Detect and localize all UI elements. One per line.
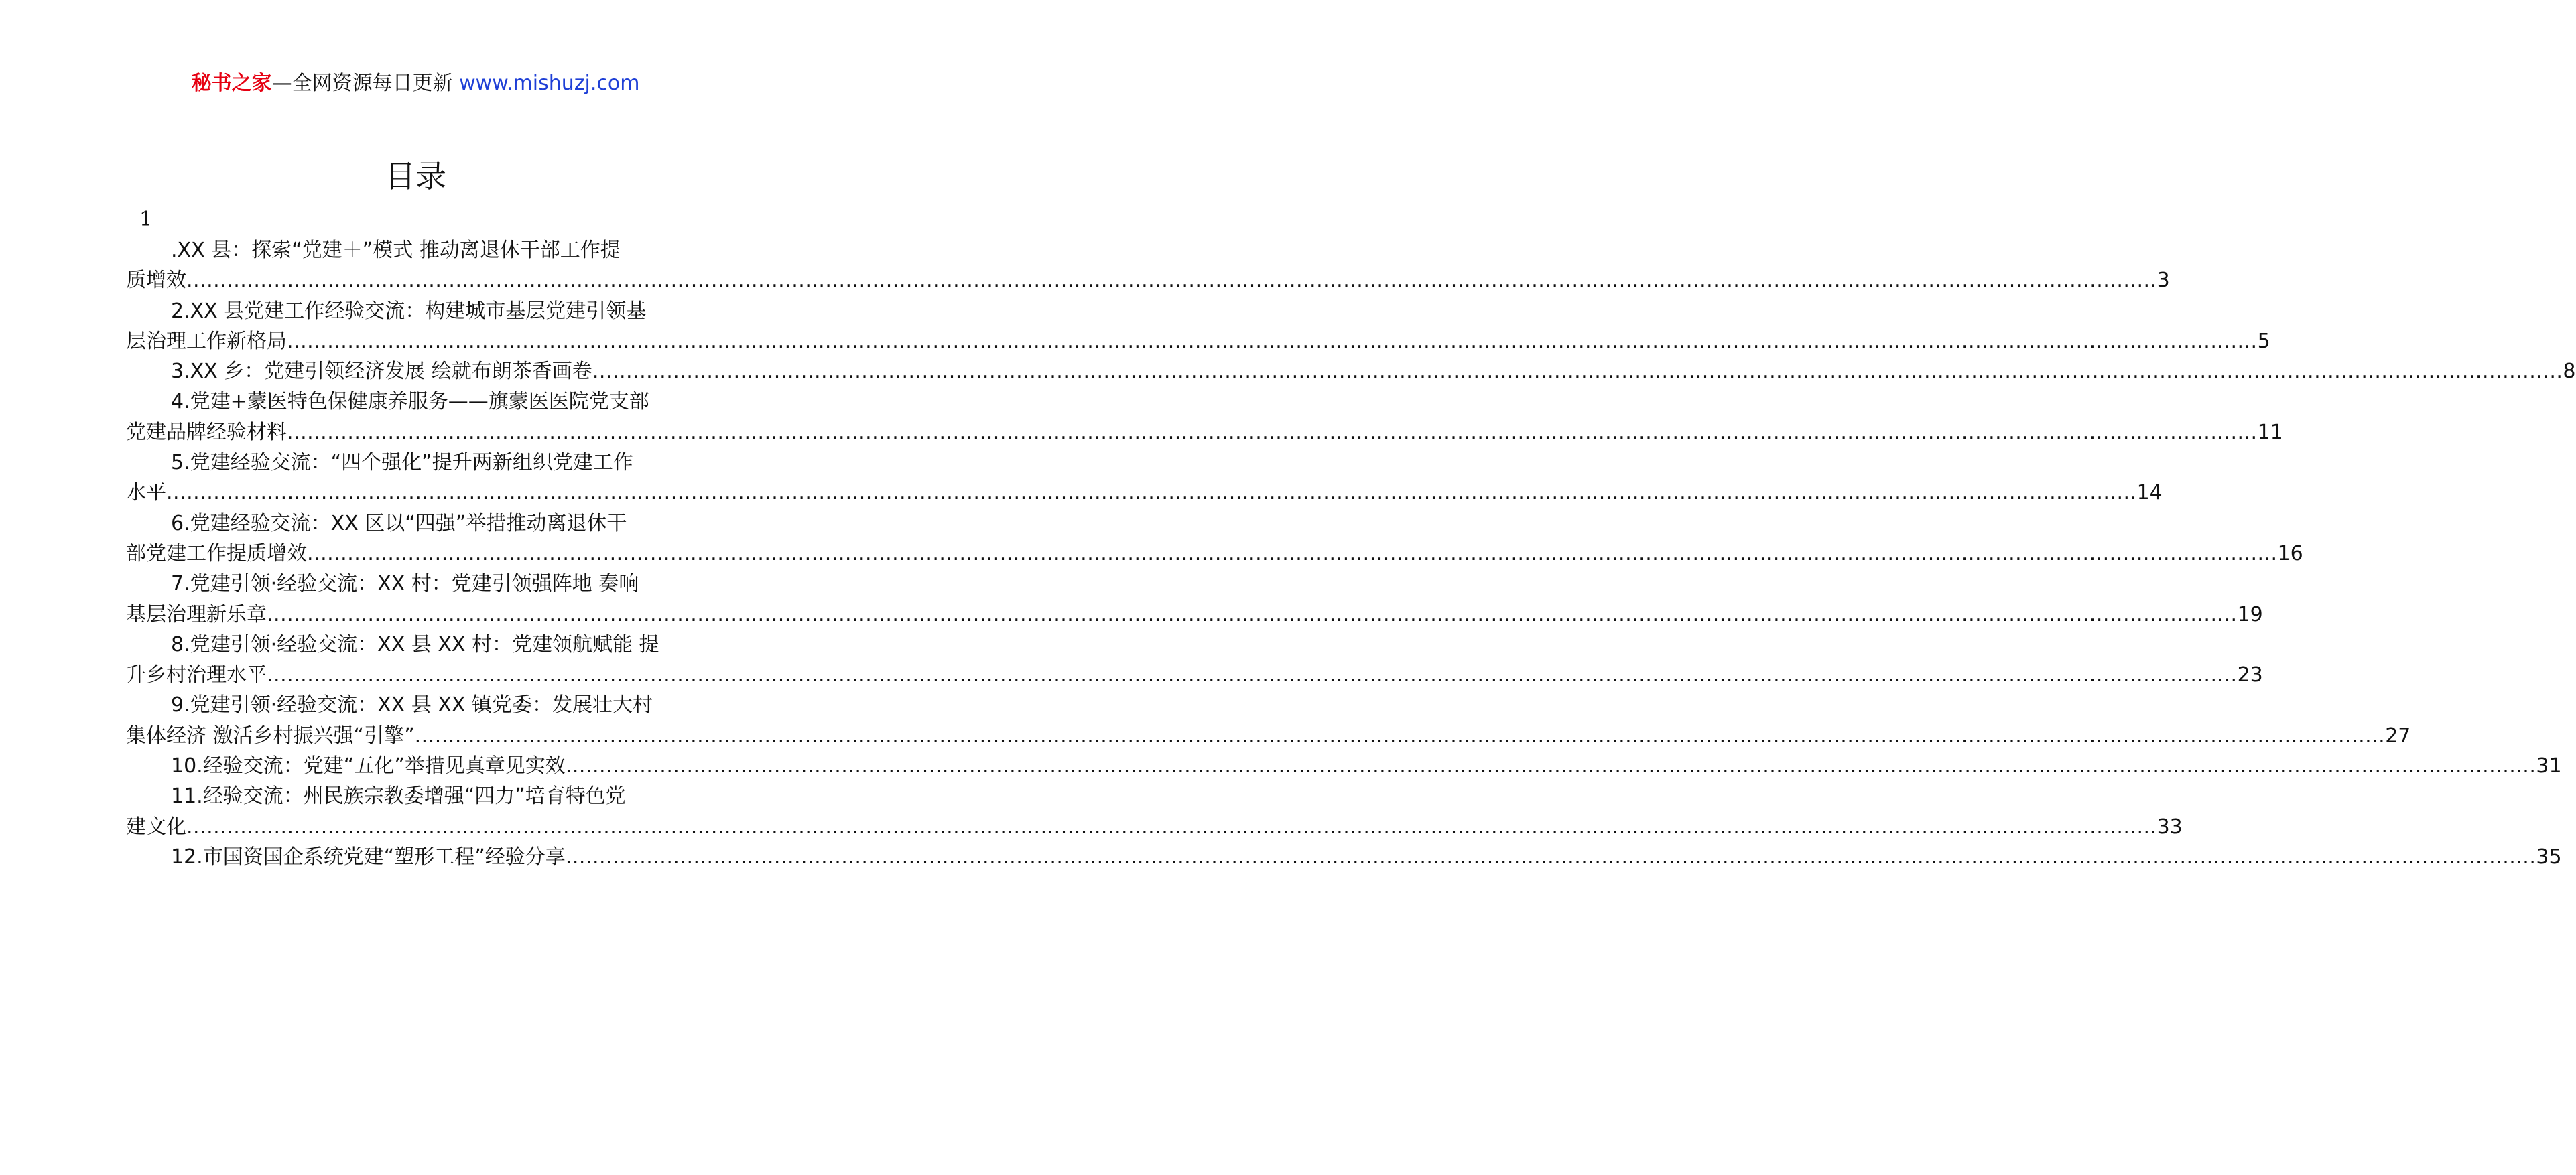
toc-entry[interactable] [126, 690, 2411, 751]
toc-page-number: 3 [2156, 269, 2170, 293]
toc-entry[interactable] [126, 781, 2183, 842]
toc-page-number: 27 [2385, 723, 2411, 748]
toc-entry-title-cont: 部党建工作提质增效 [126, 541, 307, 565]
toc-entry-line [126, 356, 2576, 387]
toc-entry-line [126, 690, 709, 720]
toc-entry[interactable] [126, 569, 2263, 630]
toc-entry-title: 6.党建经验交流：XX 区以“四强”举措推动离退休干 [171, 511, 627, 535]
toc-leader-dots [186, 812, 2157, 842]
toc-entry-line [126, 296, 709, 326]
toc-entry-title: 9.党建引领·经验交流：XX 县 XX 镇党委：发展壮大村 [171, 693, 653, 717]
toc-page-number: 14 [2136, 481, 2163, 505]
site-header [0, 67, 831, 100]
toc-entry-line [126, 478, 2163, 508]
toc-entry-line [126, 447, 709, 478]
toc-entry-title: 5.党建经验交流：“四个强化”提升两新组织党建工作 [171, 451, 633, 475]
toc-leader-dots [307, 539, 2278, 569]
toc-entry-title: 10.经验交流：党建“五化”举措见真章见实效 [171, 754, 566, 778]
toc-entry-line [126, 539, 2303, 569]
toc-entry-line [126, 660, 2263, 690]
toc-entry-line [126, 326, 2270, 356]
toc-page-number: 19 [2237, 602, 2263, 626]
toc-entry-line [126, 630, 709, 660]
toc-entry-title-cont: 层治理工作新格局 [126, 329, 287, 353]
toc-entry-title: 11.经验交流：州民族宗教委增强“四力”培育特色党 [171, 784, 626, 809]
toc-leader-dots [186, 265, 2157, 295]
toc-entry-line [126, 721, 2411, 751]
brand-name: 秘书之家 [191, 72, 272, 95]
toc-entry[interactable] [126, 387, 2283, 447]
toc-entry[interactable] [126, 751, 2562, 781]
toc-page-number: 35 [2536, 845, 2562, 869]
toc-entry[interactable] [126, 356, 2576, 387]
toc-leader-dots [287, 326, 2258, 356]
toc-entry[interactable] [126, 630, 2263, 691]
toc-page-number: 5 [2257, 329, 2270, 353]
toc-leader-dots [267, 600, 2238, 630]
header-tagline: —全网资源每日更新 [271, 72, 460, 95]
toc-entry-line [126, 387, 709, 417]
toc-entry-line [126, 842, 2562, 872]
toc-entry-title: 2.XX 县党建工作经验交流：构建城市基层党建引领基 [171, 299, 647, 323]
toc-entry-line [126, 751, 2562, 781]
toc-page-number: 31 [2536, 754, 2562, 778]
toc-entry-title: .XX 县：探索“党建＋”模式 推动离退休干部工作提 [171, 238, 621, 262]
toc-entry-title-cont: 质增效 [126, 269, 186, 293]
toc-entry-line [126, 812, 2183, 842]
page-title: 目录 [385, 158, 446, 194]
toc-entry-title: 3.XX 乡：党建引领经济发展 绘就布朗茶香画卷 [171, 360, 592, 384]
toc-entry[interactable] [126, 235, 2170, 296]
toc-entry-line [126, 569, 709, 599]
toc-entry[interactable] [126, 296, 2270, 357]
toc-page-number: 33 [2156, 815, 2183, 839]
toc-entry-title-cont: 党建品牌经验材料 [126, 420, 287, 444]
toc-leader-dots [287, 417, 2258, 447]
toc-entry-title-cont: 升乡村治理水平 [126, 663, 267, 687]
toc-entry[interactable] [126, 447, 2163, 508]
toc-entry-title: 12.市国资国企系统党建“塑形工程”经验分享 [171, 845, 566, 869]
toc-entry-line [126, 235, 709, 265]
toc-entry-title: 8.党建引领·经验交流：XX 县 XX 村：党建领航赋能 提 [171, 632, 659, 656]
toc-leader-dots [566, 842, 2536, 872]
toc-page-number: 23 [2237, 663, 2263, 687]
toc-entry-title-cont: 建文化 [126, 815, 186, 839]
toc-leader-dots [267, 660, 2238, 690]
toc-page-number: 16 [2277, 541, 2303, 565]
toc-entry-line [126, 508, 709, 539]
toc-entry-line [126, 600, 2263, 630]
toc-leader-dots [166, 478, 2137, 508]
toc-entry-title-cont: 基层治理新乐章 [126, 602, 267, 626]
toc-entry-line [126, 781, 709, 811]
page-number: 1 [139, 208, 153, 231]
toc-entry-line [126, 265, 2170, 295]
toc-entry-title-cont: 水平 [126, 481, 166, 505]
site-url-link[interactable]: www.mishuzj.com [459, 72, 640, 95]
toc-leader-dots [566, 751, 2536, 781]
toc-entry-title: 4.党建+蒙医特色保健康养服务——旗蒙医医院党支部 [171, 390, 649, 414]
toc-entry-title-cont: 集体经济 激活乡村振兴强“引擎” [126, 723, 415, 748]
toc-entry[interactable] [126, 842, 2562, 872]
toc-leader-dots [592, 356, 2563, 387]
toc-entry[interactable] [126, 508, 2303, 569]
toc-entry-title: 7.党建引领·经验交流：XX 村：党建引领强阵地 奏响 [171, 572, 639, 596]
toc-entry-line [126, 417, 2283, 447]
toc-page-number: 11 [2257, 420, 2283, 444]
toc-page-number: 8 [2563, 360, 2576, 384]
toc-leader-dots [415, 721, 2386, 751]
table-of-contents [126, 235, 2576, 872]
